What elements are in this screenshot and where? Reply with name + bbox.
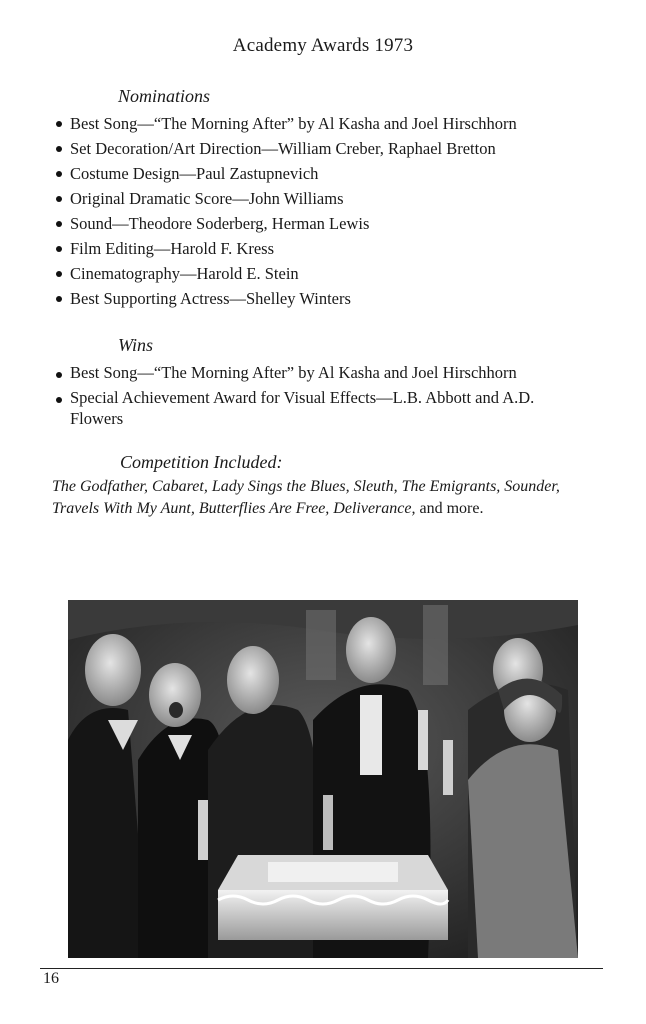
bullet-icon xyxy=(56,246,62,252)
win-item: Special Achievement Award for Visual Effects—L.B. Abbott and A.D. Flowers xyxy=(56,387,556,429)
nomination-item: Film Editing—Harold F. Kress xyxy=(56,236,586,261)
group-photo xyxy=(68,600,578,958)
bullet-icon xyxy=(56,296,62,302)
nomination-item: Sound—Theodore Soderberg, Herman Lewis xyxy=(56,211,586,236)
bullet-icon xyxy=(56,397,62,403)
bullet-icon xyxy=(56,146,62,152)
nomination-item: Original Dramatic Score—John Williams xyxy=(56,186,586,211)
nomination-item: Best Supporting Actress—Shelley Winters xyxy=(56,286,586,311)
nomination-item: Cinematography—Harold E. Stein xyxy=(56,261,586,286)
nomination-item: Best Song—“The Morning After” by Al Kasha and Joel Hirschhorn xyxy=(56,111,586,136)
nomination-item: Costume Design—Paul Zastupnevich xyxy=(56,161,586,186)
competition-films xyxy=(52,476,572,520)
competition-heading: Competition Included: xyxy=(120,452,283,472)
film-title: Lady Sings the Blues, xyxy=(211,478,350,495)
footer-rule xyxy=(40,968,603,969)
page-title: Academy Awards 1973 xyxy=(232,35,414,56)
wins-heading: Wins xyxy=(118,335,154,355)
film-title: Travels With My Aunt, xyxy=(52,500,195,517)
photo-illustration xyxy=(68,600,578,958)
win-item: Best Song—“The Morning After” by Al Kasha and Joel Hirschhorn xyxy=(56,362,556,383)
film-title: The Emigrants, xyxy=(401,478,501,495)
bullet-icon xyxy=(56,271,62,277)
bullet-icon xyxy=(56,121,62,127)
film-title: Butterflies Are Free, xyxy=(198,500,330,517)
bullet-icon xyxy=(56,221,62,227)
film-title: Sounder, xyxy=(504,478,560,495)
nomination-item: Set Decoration/Art Direction—William Creber, Raphael Bretton xyxy=(56,136,586,161)
film-title: Cabaret, xyxy=(152,478,208,495)
bullet-icon xyxy=(56,372,62,378)
page-number: 16 xyxy=(43,970,59,987)
bullet-icon xyxy=(56,171,62,177)
wins-list xyxy=(56,362,556,433)
competition-tail: and more. xyxy=(419,500,484,517)
film-title: Deliverance, xyxy=(333,500,416,517)
nominations-heading: Nominations xyxy=(118,86,211,106)
bullet-icon xyxy=(56,196,62,202)
film-title: Sleuth, xyxy=(353,478,398,495)
nominations-list xyxy=(56,111,586,311)
film-title: The Godfather, xyxy=(52,478,148,495)
